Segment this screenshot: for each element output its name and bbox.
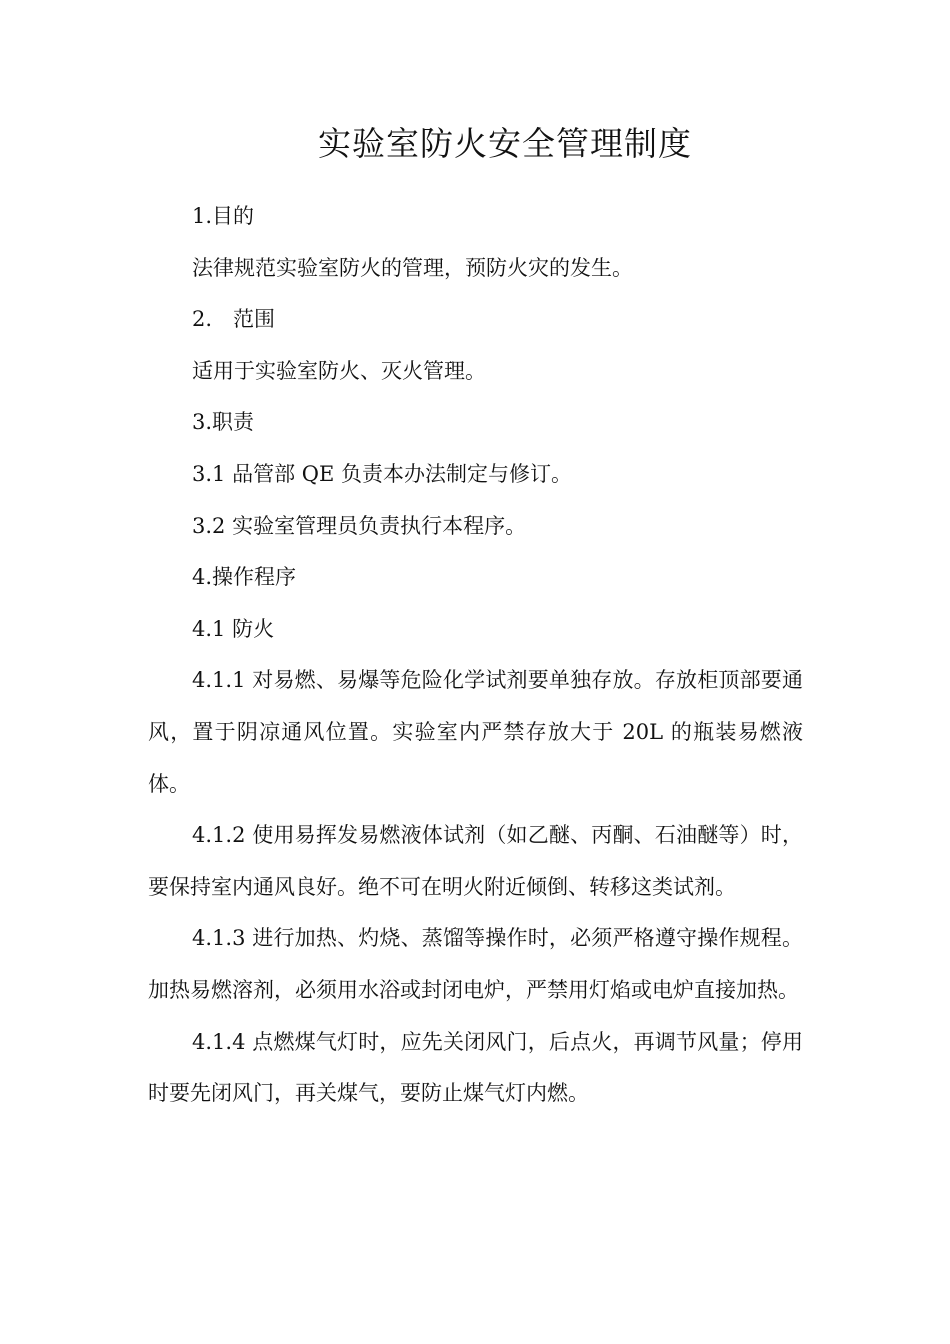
responsibility-item-3-2: 3.2 实验室管理员负责执行本程序。 <box>192 513 527 538</box>
subsection-heading-fire-prevention: 4.1 防火 <box>192 616 275 641</box>
purpose-text: 法律规范实验室防火的管理，预防火灾的发生。 <box>192 255 633 280</box>
section-heading-procedure: 4.操作程序 <box>192 565 297 590</box>
procedure-item-4-1-3: 4.1.3 进行加热、灼烧、蒸馏等操作时，必须严格遵守操作规程。加热易燃溶剂，必须用水浴或封闭电炉，严禁用灯焰或电炉直接加热。 <box>148 926 803 1002</box>
section-heading-responsibilities: 3.职责 <box>192 410 255 435</box>
section-heading-scope: 2. 范围 <box>192 307 276 332</box>
procedure-item-4-1-2: 4.1.2 使用易挥发易燃液体试剂（如乙醚、丙酮、石油醚等）时，要保持室内通风良好。绝不可在明火附近倾倒、转移这类试剂。 <box>148 823 803 899</box>
procedure-item-4-1-1: 4.1.1 对易燃、易爆等危险化学试剂要单独存放。存放柜顶部要通风，置于阴凉通风位置。实验室内严禁存放大于 20L 的瓶装易燃液体。 <box>148 668 803 796</box>
document-body <box>148 191 803 1120</box>
scope-text: 适用于实验室防火、灭火管理。 <box>192 358 486 383</box>
procedure-item-4-1-4: 4.1.4 点燃煤气灯时，应先关闭风门，后点火，再调节风量；停用时要先闭风门，再关煤气，要防止煤气灯内燃。 <box>148 1029 803 1106</box>
responsibility-item-3-1: 3.1 品管部 QE 负责本办法制定与修订。 <box>192 461 572 486</box>
section-heading-purpose: 1.目的 <box>192 204 255 228</box>
document-title: 实验室防火安全管理制度 <box>318 124 692 163</box>
